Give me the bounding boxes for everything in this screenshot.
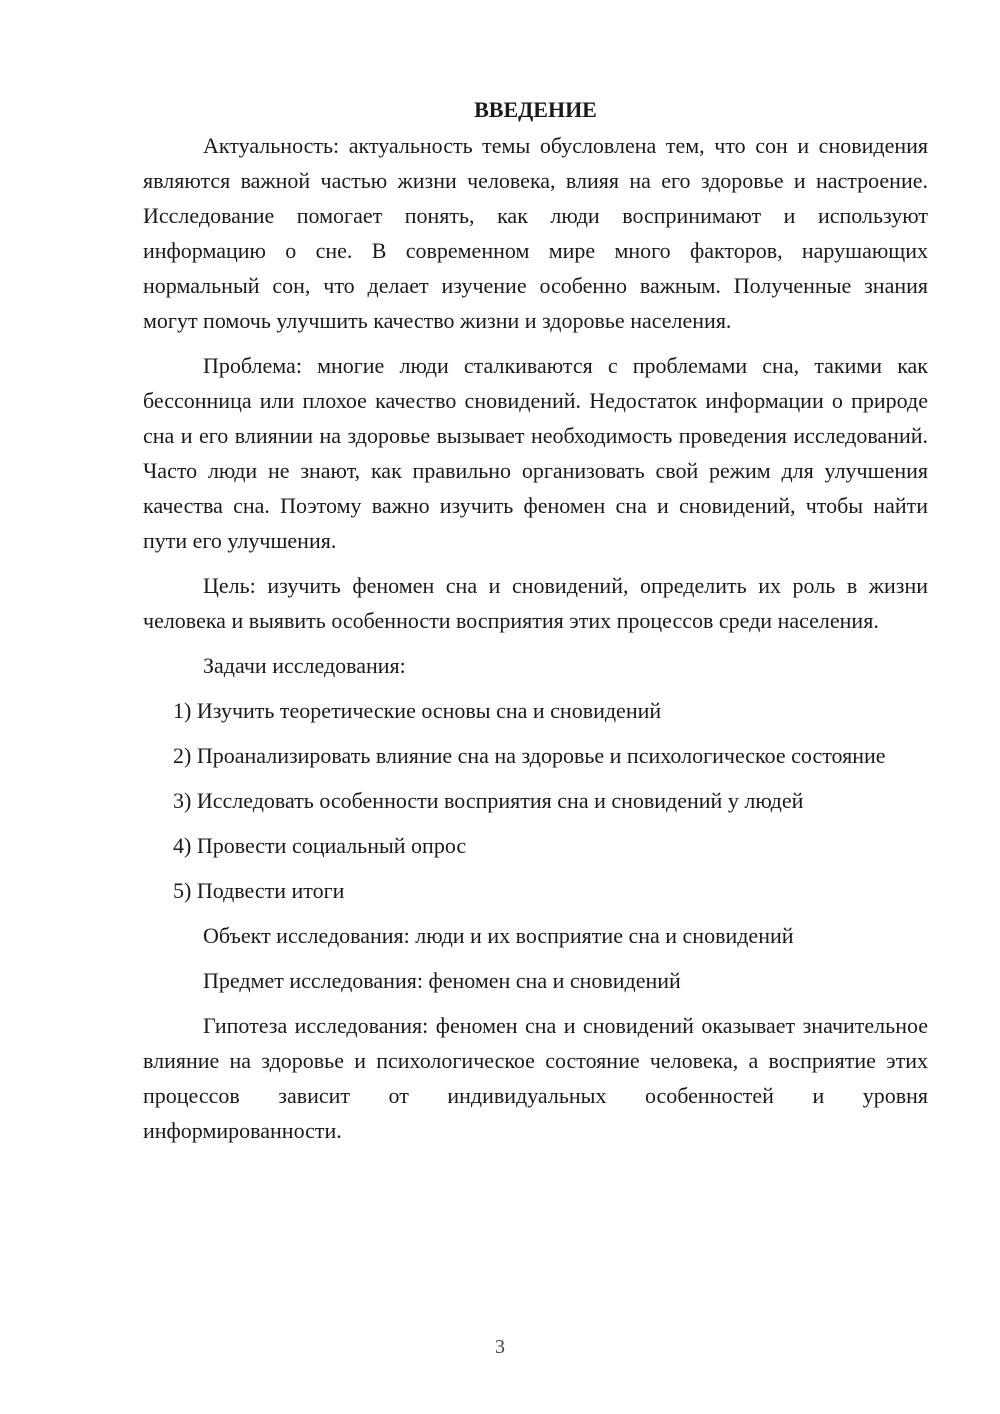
document-title: ВВЕДЕНИЕ xyxy=(474,97,597,122)
task-item-4: 4) Провести социальный опрос xyxy=(173,833,467,858)
research-object: Объект исследования: люди и их восприятие сна и сновидений xyxy=(203,923,794,948)
task-item-2: 2) Проанализировать влияние сна на здоровье и психологическое состояние xyxy=(173,743,886,768)
paragraph-problem: Проблема: многие люди сталкиваются с проблемами сна, такими как бессонница или плохое качество сновидений. Недостаток информации о природе сна и его влиянии на здоровье вызывает необходимость проведения исследований. Часто люди не знают, как правильно организовать свой режим для улучшения качества сна. Поэтому важно изучить феномен сна и сновидений, чтобы найти пути его улучшения. xyxy=(143,353,928,553)
paragraph-relevance: Актуальность: актуальность темы обусловлена тем, что сон и сновидения являются важной частью жизни человека, влияя на его здоровье и настроение. Исследование помогает понять, как люди воспринимают и используют информацию о сне. В современном мире много факторов, нарушающих нормальный сон, что делает изучение особенно важным. Полученные знания могут помочь улучшить качество жизни и здоровье населения. xyxy=(143,133,928,333)
tasks-heading: Задачи исследования: xyxy=(203,653,406,678)
task-item-3: 3) Исследовать особенности восприятия сна и сновидений у людей xyxy=(173,788,804,813)
page-number: 3 xyxy=(495,1336,505,1358)
task-item-1: 1) Изучить теоретические основы сна и сновидений xyxy=(173,698,662,723)
task-item-5: 5) Подвести итоги xyxy=(173,878,345,903)
research-subject: Предмет исследования: феномен сна и сновидений xyxy=(203,968,681,993)
document-page xyxy=(143,92,928,1158)
research-hypothesis: Гипотеза исследования: феномен сна и сновидений оказывает значительное влияние на здоровье и психологическое состояние человека, а восприятие этих процессов зависит от индивидуальных особенностей и уровня информированности. xyxy=(143,1013,928,1143)
paragraph-goal: Цель: изучить феномен сна и сновидений, определить их роль в жизни человека и выявить особенности восприятия этих процессов среди населения. xyxy=(143,573,928,633)
